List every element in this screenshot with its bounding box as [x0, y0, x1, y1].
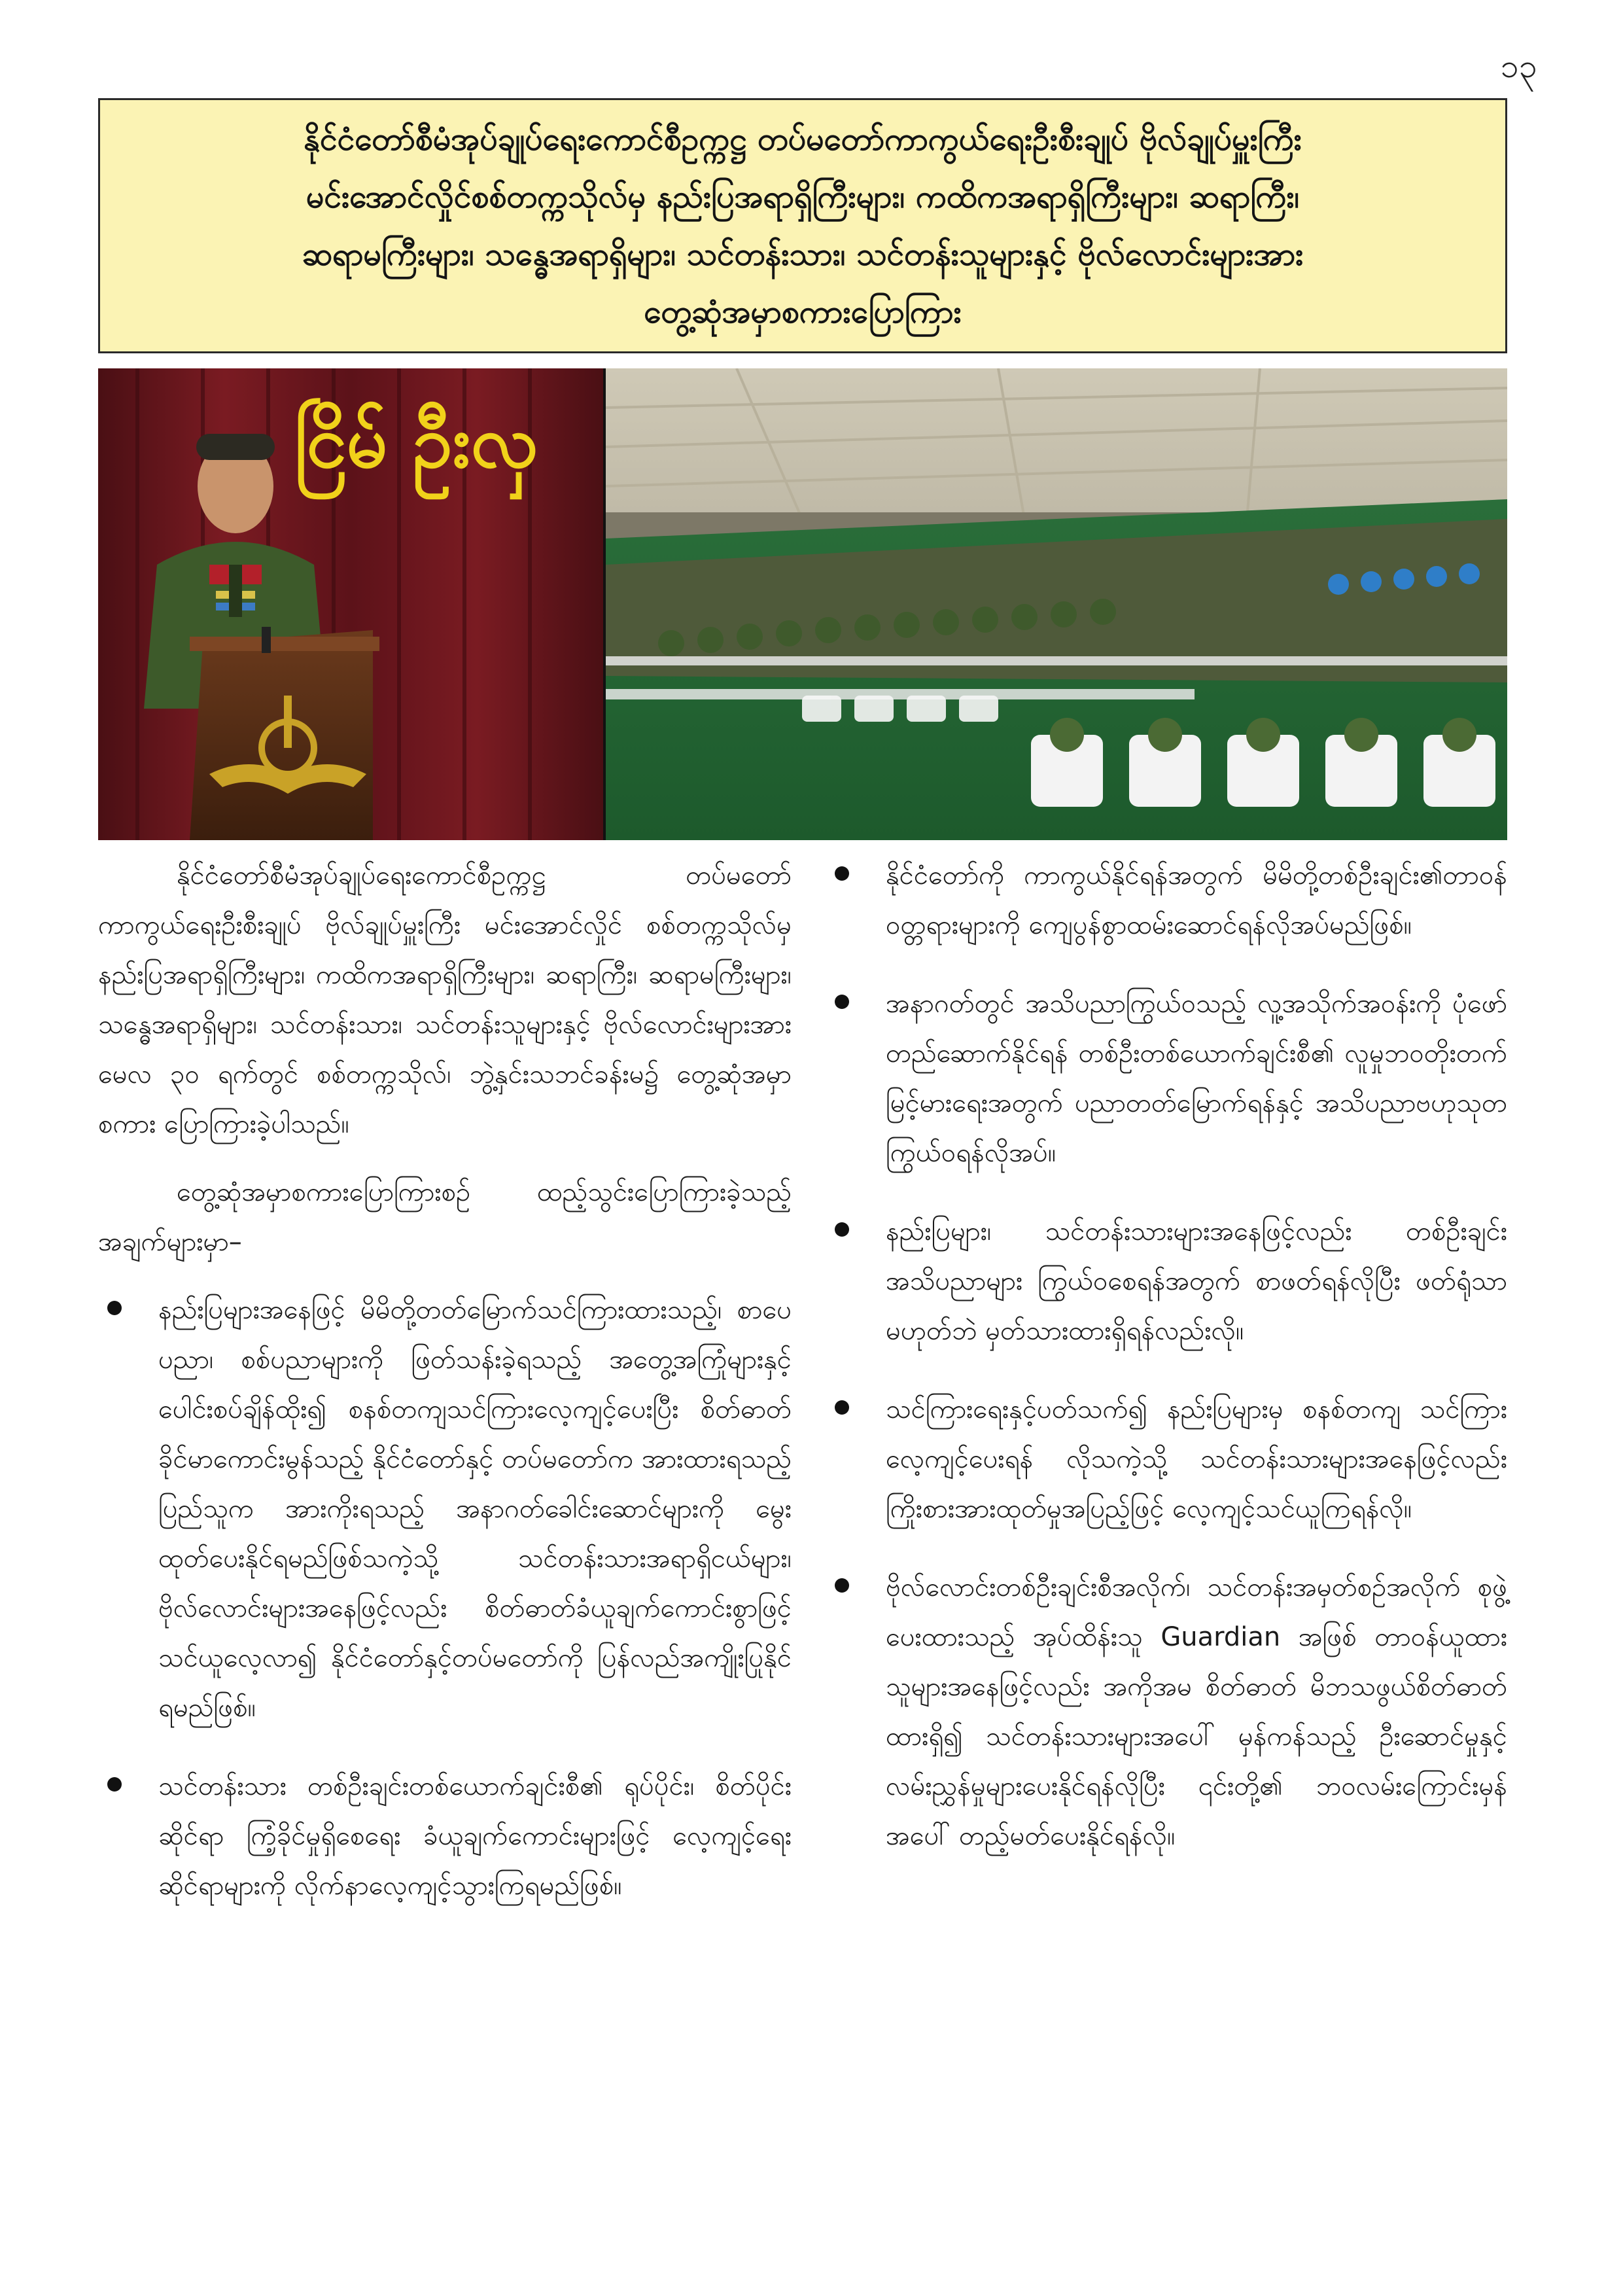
bullet-item: [826, 979, 1507, 1178]
lead-paragraph: တွေ့ဆုံအမှာစကားပြောကြားစဉ် ထည့်သွင်းပြောကြားခဲ့သည့်အချက်များမှာ–: [98, 1177, 792, 1257]
bullet-text: ဗိုလ်လောင်းတစ်ဦးချင်းစီအလိုက်၊ သင်တန်းအမှတ်စဉ်အလိုက် စုဖွဲ့ပေးထားသည့် အုပ်ထိန်းသူ Guardian အဖြစ် တာဝန်ယူထားသူများအနေဖြင့်လည်း အကိုအမ စိတ်ဓာတ် မိဘသဖွယ်စိတ်ဓာတ်ထားရှိ၍ သင်တန်းသားများအပေါ် မှန်ကန်သည့် ဦးဆောင်မှုနှင့် လမ်းညွှန်မှုများပေးနိုင်ရန်လိုပြီး ၎င်းတို့၏ ဘဝလမ်းကြောင်းမှန်အပေါ် တည့်မတ်ပေးနိုင်ရန်လို။: [886, 1572, 1507, 1851]
left-column: [98, 851, 792, 1939]
bullet-icon: [835, 1222, 849, 1237]
bullet-text: သင်တန်းသား တစ်ဦးချင်းတစ်ယောက်ချင်းစီ၏ ရုပ်ပိုင်း၊ စိတ်ပိုင်းဆိုင်ရာ ကြံ့ခိုင်မှုရှိစေရေး ခံယူချက်ကောင်းများဖြင့် လေ့ကျင့်ရေးဆိုင်ရာများကို လိုက်နာလေ့ကျင့်သွားကြရမည်ဖြစ်။: [158, 1771, 792, 1901]
bullet-text: နည်းပြများ၊ သင်တန်းသားများအနေဖြင့်လည်း တစ်ဦးချင်း အသိပညာများ ကြွယ်ဝစေရန်အတွက် စာဖတ်ရန်လိုပြီး ဖတ်ရုံသာမဟုတ်ဘဲ မှတ်သားထားရှိရန်လည်းလို။: [886, 1216, 1507, 1346]
bullet-item: [98, 1761, 792, 1911]
speaker-photo: [98, 368, 603, 840]
bullet-item: [98, 1285, 792, 1733]
bullet-item: [826, 851, 1507, 950]
bullet-text: နည်းပြများအနေဖြင့် မိမိတို့တတ်မြောက်သင်ကြားထားသည့်၊ စာပေပညာ၊ စစ်ပညာများကို ဖြတ်သန်းခဲ့ရသည့် အတွေ့အကြုံများနှင့် ပေါင်းစပ်ချိန်ထိုး၍ စနစ်တကျသင်ကြားလေ့ကျင့်ပေးပြီး စိတ်ဓာတ်ခိုင်မာကောင်းမွန်သည့် နိုင်ငံတော်နှင့် တပ်မတော်က အားထားရသည့် ပြည်သူက အားကိုးရသည့် အနာဂတ်ခေါင်းဆောင်များကို မွေးထုတ်ပေးနိုင်ရမည်ဖြစ်သကဲ့သို့ သင်တန်းသားအရာရှိငယ်များ၊ ဗိုလ်လောင်းများအနေဖြင့်လည်း စိတ်ဓာတ်ခံယူချက်ကောင်းစွာဖြင့် သင်ယူလေ့လာ၍ နိုင်ငံတော်နှင့်တပ်မတော်ကို ပြန်လည်အကျိုးပြုနိုင်ရမည်ဖြစ်။: [158, 1295, 792, 1723]
bullet-icon: [835, 1400, 849, 1415]
bullet-item: [826, 1385, 1507, 1534]
page-number: ၁၃: [1500, 47, 1537, 85]
bullet-item: [826, 1563, 1507, 1861]
bullet-icon: [107, 1777, 122, 1792]
speaker-photo-illustration: [98, 368, 603, 840]
headline-line-2: မင်းအောင်လှိုင်စစ်တက္ကသိုလ်မှ နည်းပြအရာရှိကြီးများ၊ ကထိကအရာရှိကြီးများ၊ ဆရာကြီး၊: [305, 179, 1300, 215]
bullet-text: သင်ကြားရေးနှင့်ပတ်သက်၍ နည်းပြများမှ စနစ်တကျ သင်ကြားလေ့ကျင့်ပေးရန် လိုသကဲ့သို့ သင်တန်းသားများအနေဖြင့်လည်း ကြိုးစားအားထုတ်မှုအပြည့်ဖြင့် လေ့ကျင့်သင်ယူကြရန်လို။: [886, 1394, 1507, 1524]
headline-line-1: နိုင်ငံတော်စီမံအုပ်ချုပ်ရေးကောင်စီဥက္ကဋ္ဌ တပ်မတော်ကာကွယ်ရေးဦးစီးချုပ် ဗိုလ်ချုပ်မှူးကြီး: [304, 121, 1302, 158]
bullet-list-left: [98, 1285, 792, 1911]
bullet-text: အနာဂတ်တွင် အသိပညာကြွယ်ဝသည့် လူ့အသိုက်အဝန်းကို ပုံဖော်တည်ဆောက်နိုင်ရန် တစ်ဦးတစ်ယောက်ချင်းစီ၏ လူမှုဘဝတိုးတက်မြင့်မားရေးအတွက် ပညာတတ်မြောက်ရန်နှင့် အသိပညာဗဟုသုတကြွယ်ဝရန်လိုအပ်။: [886, 989, 1507, 1168]
headline-line-3: ဆရာမကြီးများ၊ သန္ဓေအရာရှိများ၊ သင်တန်းသား၊ သင်တန်းသူများနှင့် ဗိုလ်လောင်းများအား: [302, 236, 1304, 273]
bullet-icon: [107, 1301, 122, 1315]
right-column: [826, 851, 1507, 1890]
banner-text: ငြိမ် ဦးလှ: [294, 400, 538, 484]
bullet-icon: [835, 995, 849, 1009]
photo-strip: [98, 368, 1507, 840]
headline-box: [98, 98, 1507, 353]
headline-line-4: တွေ့ဆုံအမှာစကားပြောကြား: [644, 294, 962, 330]
bullet-list-right: [826, 851, 1507, 1861]
audience-photo-illustration: [606, 368, 1507, 840]
bullet-text: နိုင်ငံတော်ကို ကာကွယ်နိုင်ရန်အတွက် မိမိတို့တစ်ဦးချင်း၏တာဝန်ဝတ္တရားများကို ကျေပွန်စွာထမ်းဆောင်ရန်လိုအပ်မည်ဖြစ်။: [886, 860, 1507, 940]
bullet-item: [826, 1207, 1507, 1356]
audience-photo: [606, 368, 1507, 840]
bullet-icon: [835, 866, 849, 881]
intro-paragraph: နိုင်ငံတော်စီမံအုပ်ချုပ်ရေးကောင်စီဥက္ကဋ္ဌ တပ်မတော်ကာကွယ်ရေးဦးစီးချုပ် ဗိုလ်ချုပ်မှူးကြီး မင်းအောင်လှိုင် စစ်တက္ကသိုလ်မှ နည်းပြအရာရှိကြီးများ၊ ကထိကအရာရှိကြီးများ၊ ဆရာကြီး၊ ဆရာမကြီးများ၊ သန္ဓေအရာရှိများ၊ သင်တန်းသား၊ သင်တန်းသူများနှင့် ဗိုလ်လောင်းများအား မေလ ၃၀ ရက်တွင် စစ်တက္ကသိုလ်၊ ဘွဲ့နှင်းသဘင်ခန်းမ၌ တွေ့ဆုံအမှာစကား ပြောကြားခဲ့ပါသည်။: [98, 860, 792, 1139]
bullet-icon: [835, 1578, 849, 1593]
